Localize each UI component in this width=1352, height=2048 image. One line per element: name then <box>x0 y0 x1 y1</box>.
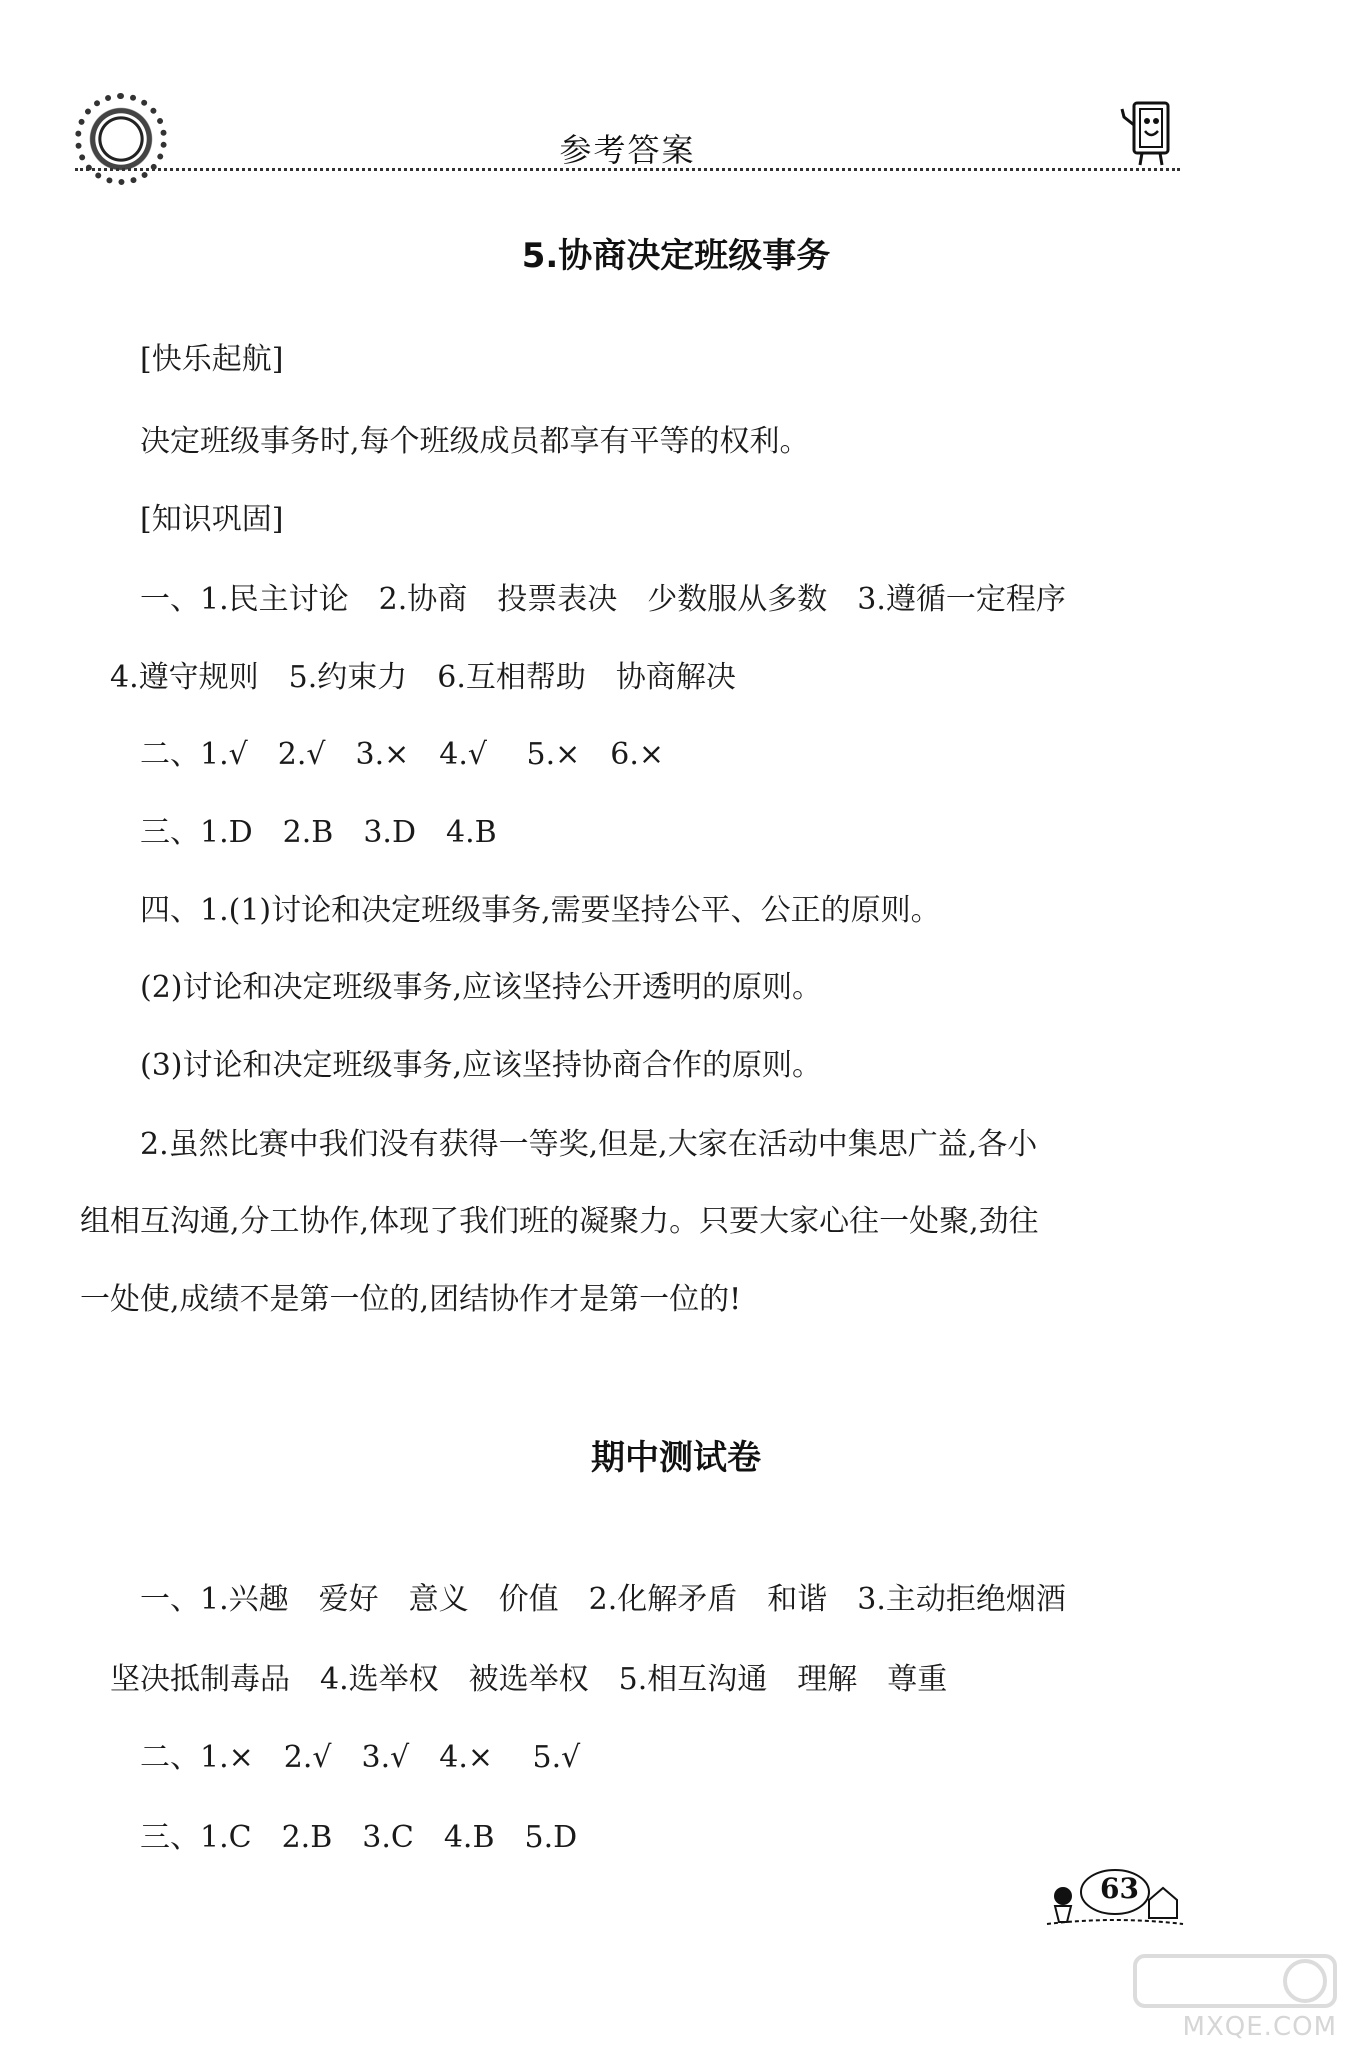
header-rule <box>75 168 1180 171</box>
subheading-knowledge: [知识巩固] <box>140 502 284 537</box>
answer-line: 三、1.D 2.B 3.D 4.B <box>140 815 497 850</box>
answer-line: 四、1.(1)讨论和决定班级事务,需要坚持公平、公正的原则。 <box>140 893 941 928</box>
text-line: 决定班级事务时,每个班级成员都享有平等的权利。 <box>140 424 810 459</box>
page-header <box>75 95 1180 175</box>
answer-line: 三、1.C 2.B 3.C 4.B 5.D <box>140 1820 578 1855</box>
watermark-logo-icon <box>1115 1950 1345 2010</box>
book-mascot-icon <box>1120 95 1180 167</box>
answer-line: 坚决抵制毒品 4.选举权 被选举权 5.相互沟通 理解 尊重 <box>110 1662 948 1697</box>
header-title: 参考答案 <box>559 131 696 169</box>
page-number-badge <box>1045 1860 1185 1930</box>
watermark-text: MXQE.COM <box>1182 2012 1337 2042</box>
answer-line: 4.遵守规则 5.约束力 6.互相帮助 协商解决 <box>110 660 736 695</box>
answer-line: (2)讨论和决定班级事务,应该坚持公开透明的原则。 <box>140 970 823 1005</box>
answer-line: (3)讨论和决定班级事务,应该坚持协商合作的原则。 <box>140 1048 823 1083</box>
answer-line: 一处使,成绩不是第一位的,团结协作才是第一位的! <box>80 1282 742 1317</box>
subheading-happy-start: [快乐起航] <box>140 342 284 377</box>
answer-line: 组相互沟通,分工协作,体现了我们班的凝聚力。只要大家心往一处聚,劲往 <box>80 1204 1039 1239</box>
answer-line: 一、1.兴趣 爱好 意义 价值 2.化解矛盾 和谐 3.主动拒绝烟酒 <box>140 1582 1066 1617</box>
answer-line: 二、1.√ 2.√ 3.× 4.√ 5.× 6.× <box>140 737 665 772</box>
answer-line: 一、1.民主讨论 2.协商 投票表决 少数服从多数 3.遵循一定程序 <box>140 582 1066 617</box>
page-number: 63 <box>1100 1872 1139 1905</box>
section-title: 5.协商决定班级事务 <box>521 236 831 276</box>
answer-line: 二、1.× 2.√ 3.√ 4.× 5.√ <box>140 1740 581 1775</box>
watermark <box>1115 1950 1345 2045</box>
answer-line: 2.虽然比赛中我们没有获得一等奖,但是,大家在活动中集思广益,各小 <box>140 1127 1038 1162</box>
section-title-midterm: 期中测试卷 <box>591 1438 761 1478</box>
